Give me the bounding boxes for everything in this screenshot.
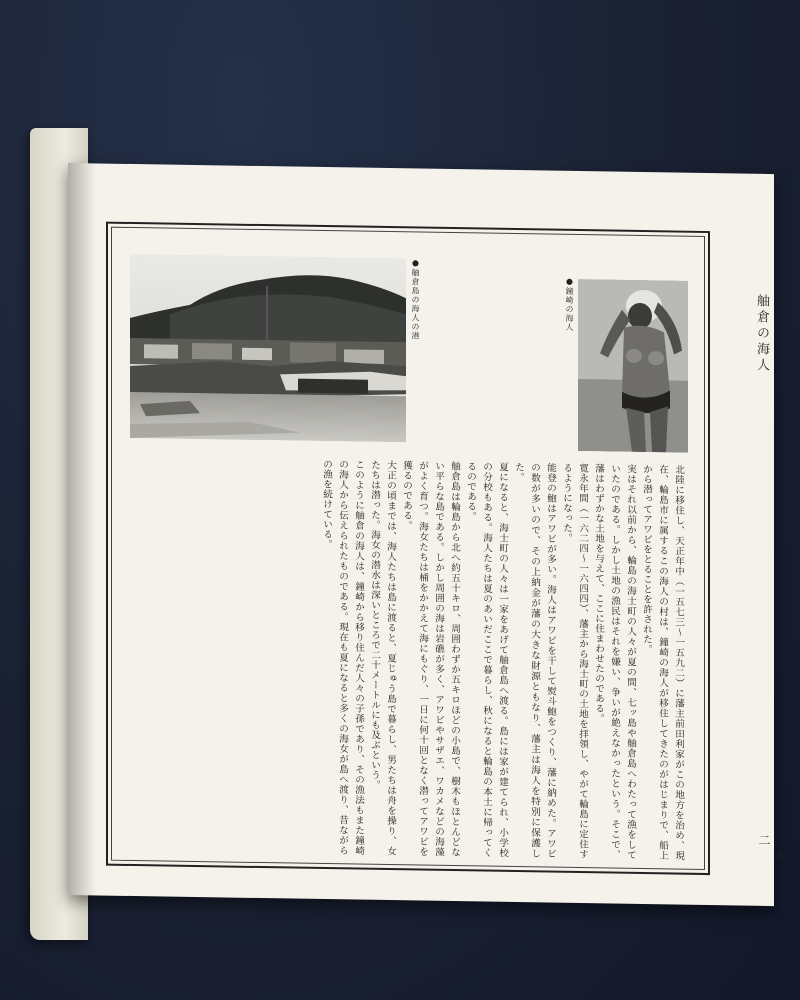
spine-shadow <box>68 163 96 895</box>
page-frame <box>106 222 788 875</box>
body-paragraph: 北陸に移住し、天正年中（一五七三～一五九二）に藩主前田利家がこの地方を治め、現在、輪島市に属するこの海人の村は、鐘崎の海人が移住してきたのがはじまりで、船上から潜ってアワビをとることを許された。 <box>641 464 684 861</box>
body-paragraph: 実はそれ以前から、輪島の海士町の人々が夏の間、七ッ島や舳倉島へわたって漁をしていたのである。しかし土地の漁民はそれを嫌い、争いが絶えなかったという。そこで、藩はわずかな土地を与えて、ここに住まわせたのである。 <box>593 463 636 860</box>
harbor-photo <box>130 254 406 442</box>
harbor-photo-caption: ●舳倉島の海人の港 <box>411 258 420 341</box>
diver-photo-caption: ●鐘崎の海人 <box>565 276 574 332</box>
harbor-photo-image <box>130 254 406 442</box>
body-text <box>130 456 686 861</box>
body-paragraph: 大正の頃までは、海人たちは島に渡ると、夏じゅう島で暮らし、男たちは舟を操り、女たちは潜った。海女の潜水は深いところで二十メートルにも及ぶという。 <box>369 459 396 857</box>
section-title: 舳倉の海人 <box>754 293 769 375</box>
book-page <box>68 163 788 906</box>
page-number: 一五二 <box>757 833 788 865</box>
body-paragraph: 夏になると、海士町の人々は一家をあげて舳倉島へ渡る。島には家が建てられ、小学校の分校もある。海人たちは夏のあいだここで暮らし、秋になると輪島の本土に帰ってくるのである。 <box>465 461 508 858</box>
body-paragraph: このように舳倉の海人は、鐘崎から移り住んだ人々の子孫であり、その漁法もまた鐘崎の海人から伝えられたものである。現在も夏になると多くの海女が島へ渡り、昔ながらの漁を続けている。 <box>321 458 364 856</box>
body-paragraph: 寛永年間（一六二四～一六四四）、藩主から海士町の土地を拝領し、やがて輪島に定住するようになった。 <box>561 462 588 860</box>
body-paragraph: 能登の鮑はアワビが多い。海人はアワビを干して熨斗鮑をつくり、藩に納めた。アワビの数が多いので、その上納金が藩の大きな財源ともなり、藩主は海人を特別に保護した。 <box>513 461 556 859</box>
body-paragraph: 舳倉島は輪島から北へ約五十キロ、周囲わずか五キロほどの小島で、樹木もほとんどない平らな島である。しかし周囲の海は岩礁が多く、アワビやサザエ、ワカメなどの海藻がよく育つ。海女たちは桶をかかえて海にもぐり、一日に何十回となく潜ってアワビを獲るのである。 <box>401 460 460 858</box>
diver-photo <box>578 279 688 453</box>
diver-photo-image <box>578 279 688 453</box>
